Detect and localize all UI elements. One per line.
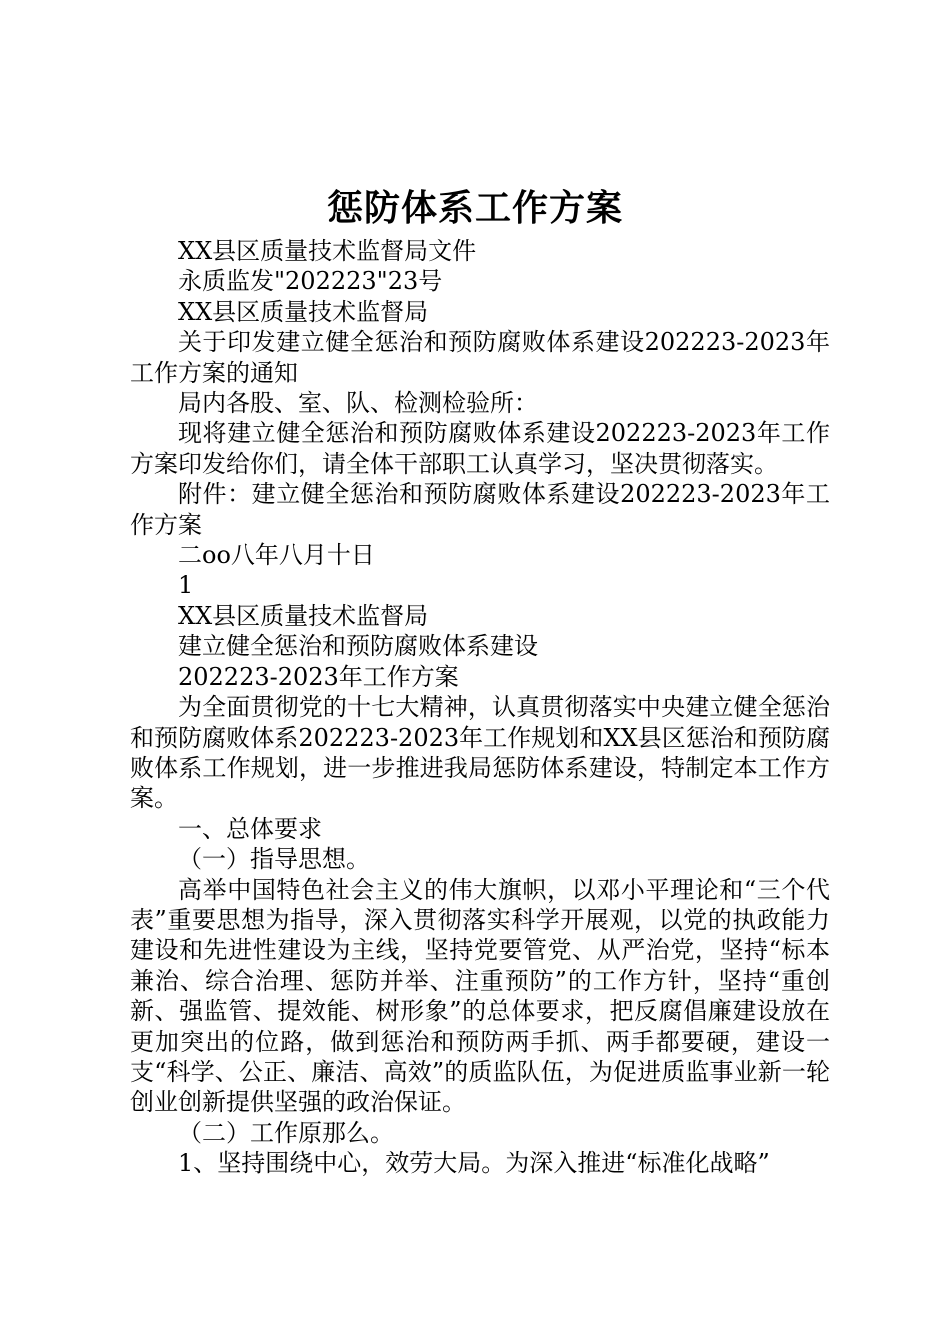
subsection-heading-guiding-ideology: （一）指导思想。 [178,845,370,874]
paragraph-guiding-ideology: 高举中国特色社会主义的伟大旗帜，以邓小平理论和“三个代表”重要思想为指导，深入贯彻落实科学开展观，以党的执政能力建设和先进性建设为主线，坚持党要管党、从严治党，坚持“标本兼治、综合治理、惩防并举、注重预防”的工作方针，坚持“重创新、强监管、提效能、树形象”的总体要求，把反腐倡廉建设放在更加突出的位路，做到惩治和预防两手抓、两手都要硬，建设一支“科学、公正、廉洁、高效”的质监队伍，为促进质监事业新一轮创业创新提供坚强的政治保证。 [130,875,830,1117]
paragraph-plan-title: 建立健全惩治和预防腐败体系建设 [178,632,538,661]
paragraph-principle-1: 1、坚持围绕中心，效劳大局。为深入推进“标准化战略” [178,1149,770,1178]
section-heading-general-requirements: 一、总体要求 [178,814,322,843]
paragraph-recipients: 局内各股、室、队、检测检验所： [178,389,538,418]
paragraph-date: 二oo八年八月十日 [178,541,375,570]
paragraph-page-number: 1 [178,571,194,600]
paragraph-issuer-header: XX县区质量技术监督局文件 [178,237,477,265]
paragraph-notice-title: 关于印发建立健全惩治和预防腐败体系建设202223-2023年工作方案的通知 [130,328,830,387]
document-body [130,236,830,1179]
paragraph-notice-body: 现将建立健全惩治和预防腐败体系建设202223-2023年工作方案印发给你们，请全体干部职工认真学习，坚决贯彻落实。 [130,419,830,478]
subsection-heading-principles: （二）工作原那么。 [178,1118,394,1147]
paragraph-plan-subtitle: 202223-2023年工作方案 [178,662,459,691]
paragraph-attachment: 附件：建立健全惩治和预防腐败体系建设202223-2023年工作方案 [130,480,830,539]
paragraph-document-number: 永质监发"202223"23号 [178,267,443,296]
paragraph-issuer: XX县区质量技术监督局 [178,297,429,326]
document-title: 惩防体系工作方案 [326,187,623,229]
paragraph-plan-issuer: XX县区质量技术监督局 [178,601,429,630]
paragraph-intro: 为全面贯彻党的十七大精神，认真贯彻落实中央建立健全惩治和预防腐败体系202223-2023年工作规划和XX县区惩治和预防腐败体系工作规划，进一步推进我局惩防体系建设，特制定本工作方案。 [130,693,830,813]
